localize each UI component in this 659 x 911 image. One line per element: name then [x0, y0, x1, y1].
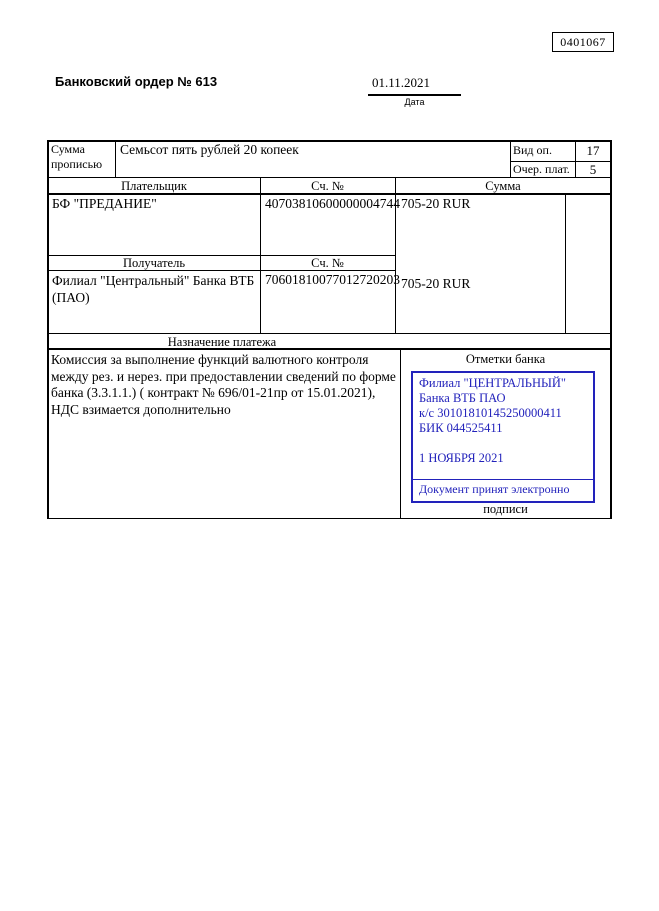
date-label: Дата [404, 97, 425, 107]
column-header-sum: Сумма [485, 179, 521, 193]
stamp-date: 1 НОЯБРЯ 2021 [419, 451, 504, 465]
stamp-corr-account: к/с 30101810145250000411 [419, 406, 562, 420]
date-underline [368, 94, 461, 96]
payee-account-number: 70601810077012720203 [265, 272, 400, 287]
column-header-account: Сч. № [311, 179, 344, 193]
amount-in-words-label: Сумма прописью [51, 142, 103, 171]
operation-type-label: Вид оп. [513, 143, 552, 157]
table-border-right [610, 140, 612, 519]
document-title: Банковский ордер № 613 [55, 74, 218, 89]
grid-line-above-purpose-header [47, 333, 612, 334]
grid-line-amount-label-right [115, 140, 116, 177]
payment-priority-value: 5 [589, 162, 597, 177]
date-value: 01.11.2021 [372, 75, 431, 90]
grid-line-name-account-divider [260, 177, 261, 333]
table-border-left [47, 140, 49, 519]
table-border-bottom [47, 518, 612, 519]
column-header-payer: Плательщик [121, 179, 187, 193]
payee-sum: 705-20 RUR [401, 276, 471, 291]
stamp-bank-name: Филиал "ЦЕНТРАЛЬНЫЙ" Банка ВТБ ПАО [419, 376, 567, 405]
column-header-payee-account: Сч. № [311, 256, 344, 270]
payment-priority-label: Очер. плат. [513, 162, 570, 176]
bank-stamp [411, 371, 595, 503]
payer-name: БФ "ПРЕДАНИЕ" [52, 196, 157, 211]
grid-line-under-amount-row [47, 177, 612, 178]
purpose-header: Назначение платежа [167, 335, 277, 349]
stamp-footer-text: Документ принят электронно [419, 482, 570, 496]
column-header-payee: Получатель [122, 256, 186, 270]
form-code-box: 0401067 [552, 32, 614, 52]
signatures-label: подписи [483, 502, 528, 516]
operation-type-value: 17 [586, 143, 600, 158]
grid-line-op-type-left [510, 140, 511, 177]
grid-line-purpose-marks-divider [400, 348, 401, 518]
payer-account-number: 40703810600000004744 [265, 196, 400, 211]
grid-line-sum-inner-divider [565, 193, 566, 333]
amount-in-words-value: Семьсот пять рублей 20 копеек [120, 142, 299, 157]
stamp-bik: БИК 044525411 [419, 421, 503, 435]
purpose-text: Комиссия за выполнение функций валютного контроля между рез. и нерез. при предоставлении сведений по форме банка (3.3.1.1.) ( контракт № 696/01-21пр от 15.01.2021), НДС взимается дополнительно [51, 352, 396, 417]
payee-name: Филиал "Центральный" Банка ВТБ (ПАО) [52, 273, 255, 305]
payer-sum: 705-20 RUR [401, 196, 471, 211]
bank-marks-header: Отметки банка [465, 352, 546, 366]
